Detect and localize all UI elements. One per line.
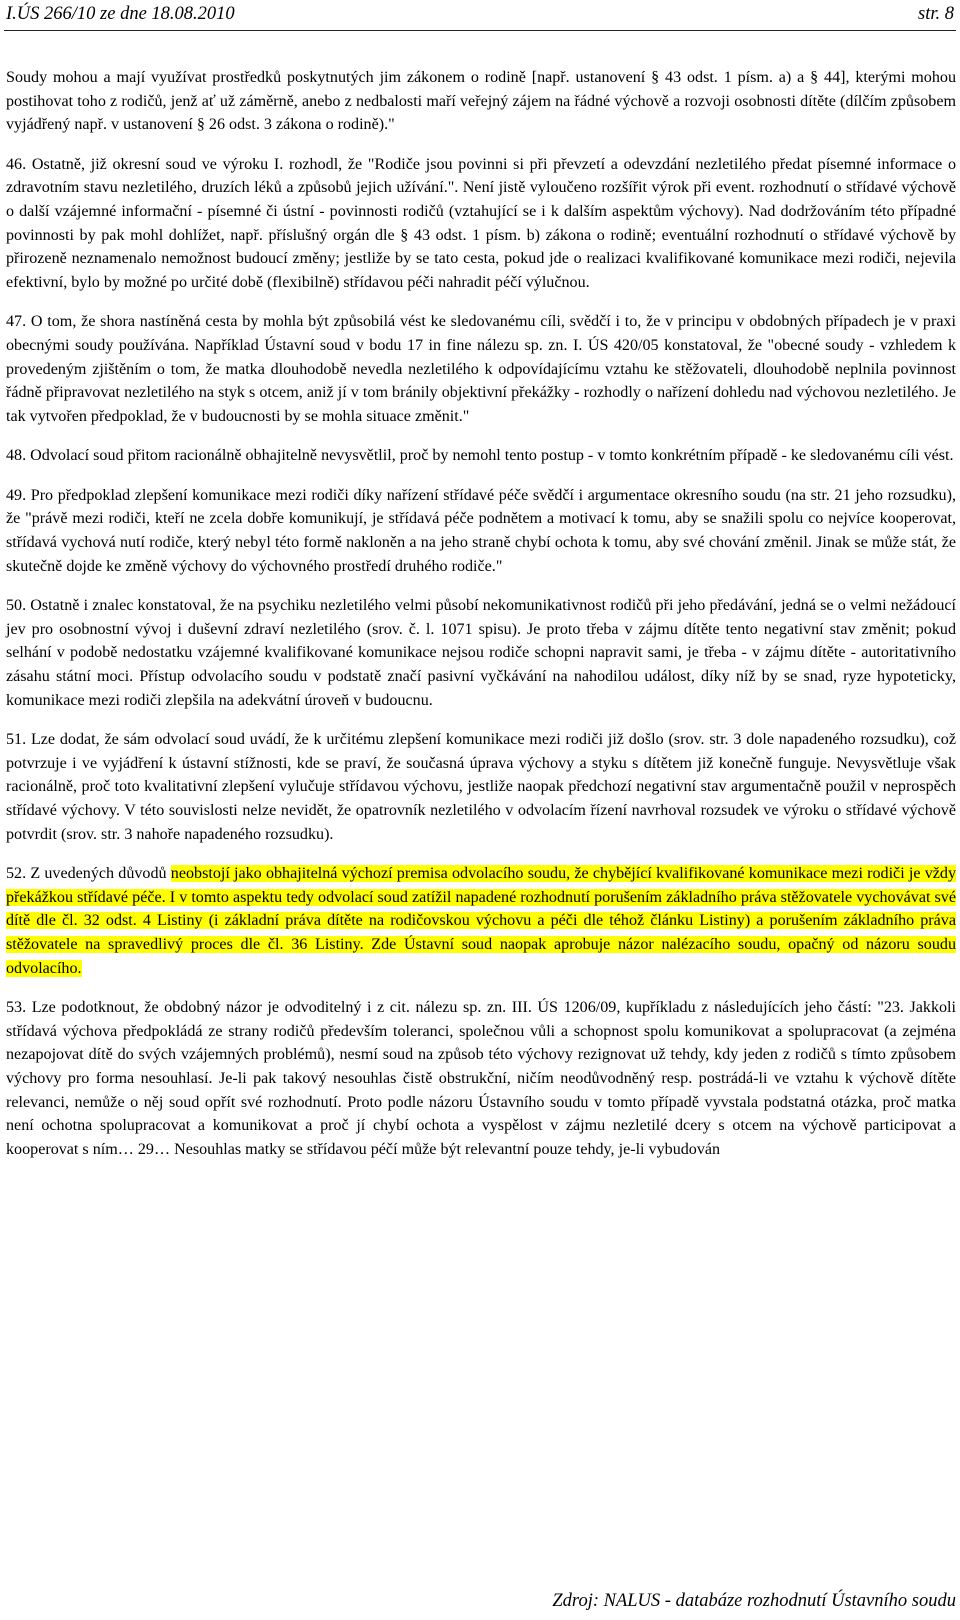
paragraph-50: 50. Ostatně i znalec konstatoval, že na psychiku nezletilého velmi působí nekomunikativnost rodičů při jeho předávání, jedná se o velmi nežádoucí jev pro osobnostní vývoj i duševní zdraví nezletilého (srov. č. l. 1071 spisu). Je proto třeba v zájmu dítěte tento negativní stav změnit; pokud selhání v podobě nedostatku vzájemné kvalifikované komunikace nejsou rodiče schopni napravit sami, je třeba - v zájmu dítěte - autoritativního zásahu státní moci. Přístup odvolacího soudu v podstatě značí pasivní vyčkávání na nahodilou událost, díky níž by se snad, ryze hypoteticky, komunikace mezi rodiči zlepšila na adekvátní úroveň v budoucnu. xyxy=(6,596,956,709)
page-header xyxy=(6,4,954,26)
paragraph-49: 49. Pro předpoklad zlepšení komunikace mezi rodiči díky nařízení střídavé péče svědčí i argumentace okresního soudu (na str. 21 jeho rozsudku), že "právě mezi rodiči, kteří ne zcela dobře komunikují, je střídavá péče podnětem a motivací k tomu, aby se snažili spolu co nejvíce kooperovat, střídavá vychová nutí rodiče, který nebyl této formě nakloněn a na jeho straně chybí ochota k tomu, aby své chování změnil. Jinak se může stát, že skutečně dojde ke změně výchovy do výchovného prostředí druhého rodiče." xyxy=(6,486,956,575)
paragraph-45-continuation: Soudy mohou a mají využívat prostředků poskytnutých jim zákonem o rodině [např. ustanovení § 43 odst. 1 písm. a) a § 44], kterými mohou postihovat toho z rodičů, jenž ať už záměrně, anebo z nedbalosti maří veřejný zájem na řádné výchově a rozvoji osobnosti dítěte (dílčím způsobem vyjádřený např. v ustanovení § 26 odst. 3 zákona o rodině)." xyxy=(6,69,956,134)
document-body xyxy=(6,66,956,1177)
header-case-reference: I.ÚS 266/10 ze dne 18.08.2010 xyxy=(6,4,235,24)
header-rule xyxy=(4,30,956,31)
paragraph-46: 46. Ostatně, již okresní soud ve výroku I. rozhodl, že "Rodiče jsou povinni si při převzetí a odevzdání nezletilého předat písemné informace o zdravotním stavu nezletilého, druzích léků a způsobů jejich užívání.". Není jistě vyloučeno rozšířit výrok při event. rozhodnutí o střídavé výchově o další vzájemné informační - písemné či ústní - povinnosti rodičů (vztahující se i k dalším aspektům výchovy). Nad dodržováním této případné povinnosti by pak mohl dohlížet, např. příslušný orgán dle § 43 odst. 1 písm. b) zákona o rodině; eventuální rozhodnutí o střídavé výchově by přirozeně neznamenalo nemožnost budoucí změny; jestliže by se tato cesta, pokud jde o realizaci kvalifikované komunikace mezi rodiči, nejevila efektivní, bylo by možné po určité době (flexibilně) střídavou péči nahradit péčí výlučnou. xyxy=(6,155,956,292)
paragraph-47: 47. O tom, že shora nastíněná cesta by mohla být způsobilá vést ke sledovanému cíli, svědčí i to, že v principu v obdobných případech je v praxi obecnými soudy používána. Například Ústavní soud v bodu 17 in fine nálezu sp. zn. I. ÚS 420/05 konstatoval, že "obecné soudy - vzhledem k provedeným zjištěním o tom, že matka dlouhodobě nevedla nezletilého k odpovídajícímu vztahu ke stěžovateli, dlouhodobě neplnila povinnost řádně připravovat nezletilého na styk s otcem, aniž jí v tom bránily objektivní překážky - rozhodly o nařízení dohledu nad výchovou nezletilého. Je tak vytvořen předpoklad, že v budoucnosti by se mohla situace změnit." xyxy=(6,313,956,426)
page-footer-source: Zdroj: NALUS - databáze rozhodnutí Ústavního soudu xyxy=(552,1591,956,1611)
paragraph-52-lead: 52. Z uvedených důvodů xyxy=(6,864,171,882)
paragraph-51: 51. Lze dodat, že sám odvolací soud uvádí, že k určitému zlepšení komunikace mezi rodiči již došlo (srov. str. 3 dole napadeného rozsudku), což potvrzuje i ve vyjádření k ústavní stížnosti, kde se praví, že současná úprava výchovy a styku s dítětem již konečně funguje. Nevysvětluje však racionálně, proč toto kvalitativní zlepšení vylučuje střídavou výchovu, jestliže naopak předchozí negativní stav argumentačně použil v neprospěch střídavé výchovy. V této souvislosti nelze nevidět, že opatrovník nezletilého v odvolacím řízení navrhoval rozsudek ve výroku o střídavé výchově potvrdit (srov. str. 3 nahoře napadeného rozsudku). xyxy=(6,730,956,843)
paragraph-48: 48. Odvolací soud přitom racionálně obhajitelně nevysvětlil, proč by nemohl tento postup - v tomto konkrétním případě - ke sledovanému cíli vést. xyxy=(6,447,954,465)
header-page-number: str. 8 xyxy=(918,4,954,24)
paragraph-52 xyxy=(6,862,956,981)
paragraph-53: 53. Lze podotknout, že obdobný názor je odvoditelný i z cit. nálezu sp. zn. III. ÚS 1206/09, kupříkladu z následujících jeho částí: "23. Jakkoli střídavá výchova předpokládá ze strany rodičů především toleranci, společnou vůli a schopnost spolu komunikovat a spolupracovat (a zejména nezapojovat dítě do svých vzájemných problémů), nesmí soud na způsob této výchovy rezignovat už tehdy, kdy jeden z rodičů s tímto způsobem výchovy pro forma nesouhlasí. Je-li pak takový nesouhlas čistě obstrukční, ničím neodůvodněný resp. postrádá-li ve vztahu k výchově dítěte relevanci, nemůže o něj soud opřít své rozhodnutí. Proto podle názoru Ústavního soudu v tomto případě vyvstala podstatná otázka, proč matka není ochotna spolupracovat a komunikovat a proč jí chybí ochota a vyspělost v zájmu nezletilé dcery s otcem na výchově participovat a kooperovat s ním… 29… Nesouhlas matky se střídavou péčí může být relevantní pouze tehdy, je-li vybudován xyxy=(6,998,956,1159)
highlighted-text: neobstojí jako obhajitelná výchozí premisa odvolacího soudu, že chybějící kvalifikované komunikace mezi rodiči je vždy překážkou střídavé péče. I v tomto aspektu tedy odvolací soud zatížil napadené rozhodnutí porušením základního práva stěžovatele vychovávat své dítě dle čl. 32 odst. 4 Listiny (i základní práva dítěte na rodičovskou výchovu a péči dle téhož článku Listiny) a porušením základního práva stěžovatele na spravedlivý proces dle čl. 36 Listiny. Zde Ústavní soud naopak aprobuje názor nalézacího soudu, opačný od názoru soudu odvolacího. xyxy=(6,864,956,977)
